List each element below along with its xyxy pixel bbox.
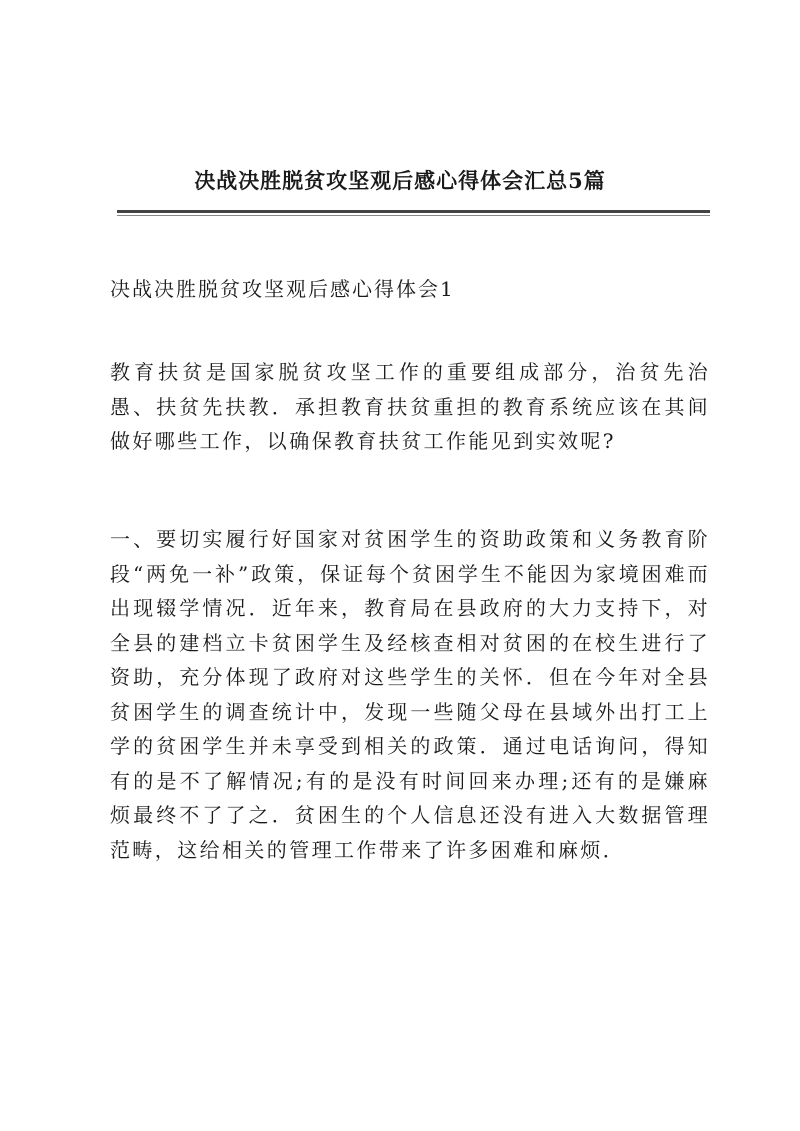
document-title: 决战决胜脱贫攻坚观后感心得体会汇总5篇 <box>194 168 606 193</box>
title-underline-thin <box>117 215 710 216</box>
title-underline <box>117 210 710 213</box>
paragraph-point-one: 一、要切实履行好国家对贫困学生的资助政策和义务教育阶段“两免一补”政策，保证每个贫困学生不能因为家境困难而出现辍学情况．近年来，教育局在县政府的大力支持下，对全县的建档立卡贫困学生及经核查相对贫困的在校生进行了资助，充分体现了政府对这些学生的关怀．但在今年对全县贫困学生的调查统计中，发现一些随父母在县域外出打工上学的贫困学生并未享受到相关的政策．通过电话询问，得知有的是不了解情况;有的是没有时间回来办理;还有的是嫌麻烦最终不了了之．贫困生的个人信息还没有进入大数据管理范畴，这给相关的管理工作带来了许多困难和麻烦． <box>110 527 710 862</box>
section-heading: 决战决胜脱贫攻坚观后感心得体会1 <box>110 277 455 301</box>
paragraph-intro: 教育扶贫是国家脱贫攻坚工作的重要组成部分，治贫先治愚、扶贫先扶教．承担教育扶贫重担的教育系统应该在其间做好哪些工作，以确保教育扶贫工作能见到实效呢? <box>110 360 710 453</box>
